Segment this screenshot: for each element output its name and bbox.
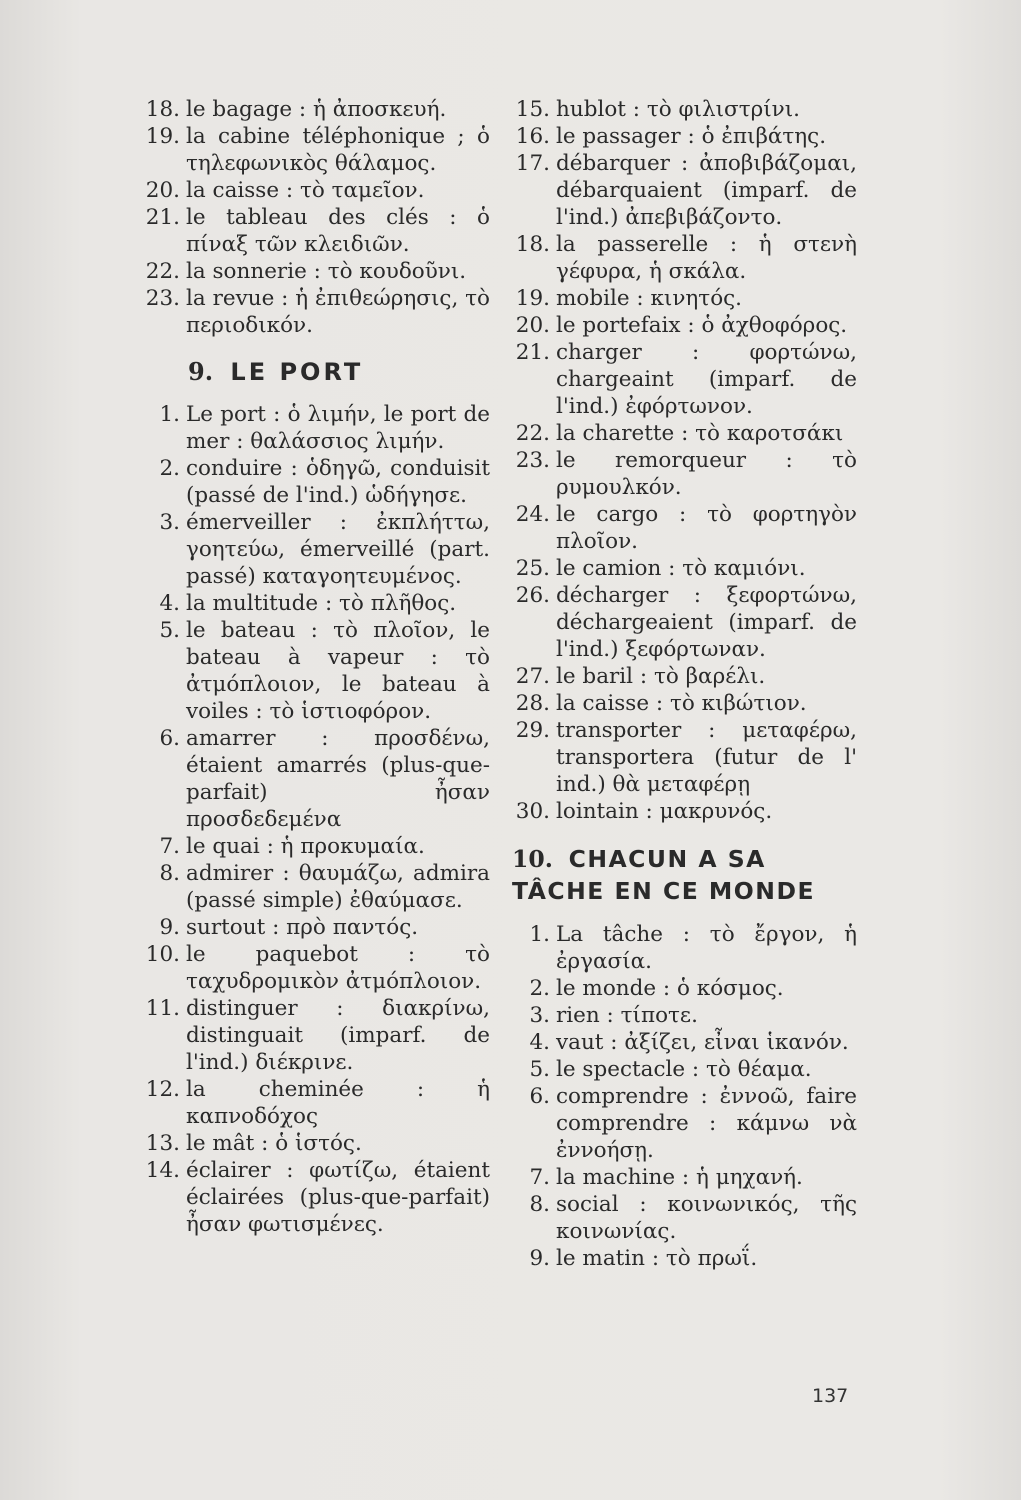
entry-number: 7.	[529, 1165, 550, 1190]
entry-text: le camion : τὸ καμιόνι.	[556, 556, 806, 581]
entry-number: 6.	[159, 726, 180, 751]
entry-text: le matin : τὸ πρωΐ.	[556, 1246, 758, 1271]
left-column	[140, 96, 490, 1238]
section-heading-10	[512, 843, 857, 907]
entry-text: Le port : ὁ λιμήν, le port de mer : θαλάσσιος λιμήν.	[186, 402, 490, 454]
entry-number: 29.	[515, 718, 550, 743]
entry-text: le paquebot : τὸ ταχυδρομικὸν ἀτμόπλοιον.	[186, 942, 490, 994]
entry-text: lointain : μακρυνός.	[556, 799, 773, 824]
entry-number: 20.	[145, 178, 180, 203]
vocab-entry	[140, 1157, 490, 1238]
entry-number: 13.	[145, 1131, 180, 1156]
entry-text: conduire : ὁδηγῶ, conduisit (passé de l'ind.) ὡδήγησε.	[186, 456, 490, 508]
vocab-entry	[512, 1029, 857, 1056]
page-number: 137	[812, 1385, 849, 1407]
entry-text: la cheminée : ἡ καπνοδόχος	[186, 1077, 490, 1129]
right-column	[512, 96, 857, 1272]
vocab-entry	[140, 590, 490, 617]
vocab-entry	[512, 447, 857, 501]
vocab-entry	[512, 975, 857, 1002]
vocab-entry	[512, 420, 857, 447]
entry-number: 20.	[515, 313, 550, 338]
vocab-entry	[512, 798, 857, 825]
entry-text: le monde : ὁ κόσμος.	[556, 976, 784, 1001]
entry-text: hublot : τὸ φιλιστρίνι.	[556, 97, 801, 122]
entry-number: 14.	[145, 1158, 180, 1183]
vocab-entry	[512, 1083, 857, 1164]
entry-number: 8.	[159, 861, 180, 886]
entry-text: décharger : ξεφορτώνω, déchargeaient (imparf. de l'ind.) ξεφόρτωναν.	[556, 583, 857, 662]
entry-number: 30.	[515, 799, 550, 824]
entry-text: distinguer : διακρίνω, distinguait (imparf. de l'ind.) διέκρινε.	[186, 996, 490, 1075]
vocab-list-chacun-a-sa-tache	[512, 921, 857, 1272]
vocab-entry	[512, 285, 857, 312]
entry-number: 6.	[529, 1084, 550, 1109]
entry-number: 1.	[529, 922, 550, 947]
vocab-entry	[512, 1191, 857, 1245]
entry-number: 1.	[159, 402, 180, 427]
vocab-entry	[140, 914, 490, 941]
entry-text: la cabine téléphonique ; ὁ τηλεφωνικὸς θάλαμος.	[186, 124, 490, 176]
vocab-list-le-port	[140, 401, 490, 1238]
entry-number: 11.	[145, 996, 180, 1021]
vocab-entry	[512, 921, 857, 975]
entry-number: 3.	[159, 510, 180, 535]
entry-text: le mât : ὁ ἱστός.	[186, 1131, 362, 1156]
vocab-entry	[140, 455, 490, 509]
entry-number: 18.	[515, 232, 550, 257]
entry-text: le portefaix : ὁ ἀχθοφόρος.	[556, 313, 848, 338]
entry-number: 5.	[159, 618, 180, 643]
entry-number: 16.	[515, 124, 550, 149]
entry-text: le tableau des clés : ὁ πίναξ τῶν κλειδιῶν.	[186, 205, 490, 257]
entry-number: 10.	[145, 942, 180, 967]
entry-text: le spectacle : τὸ θέαμα.	[556, 1057, 812, 1082]
vocab-entry	[140, 725, 490, 833]
entry-text: admirer : θαυμάζω, admira (passé simple) ἐθαύμασε.	[186, 861, 490, 913]
entry-text: la multitude : τὸ πλῆθος.	[186, 591, 457, 616]
vocab-entry	[140, 860, 490, 914]
vocab-entry	[140, 204, 490, 258]
vocab-entry	[512, 150, 857, 231]
entry-number: 9.	[159, 915, 180, 940]
entry-text: le baril : τὸ βαρέλι.	[556, 664, 766, 689]
vocab-entry	[512, 231, 857, 285]
entry-text: la machine : ἡ μηχανή.	[556, 1165, 803, 1190]
vocab-entry	[140, 177, 490, 204]
vocab-entry	[140, 941, 490, 995]
vocab-entry	[140, 285, 490, 339]
section-number: 9.	[188, 357, 214, 386]
entry-text: le bagage : ἡ ἀποσκευή.	[186, 97, 447, 122]
entry-number: 8.	[529, 1192, 550, 1217]
entry-number: 28.	[515, 691, 550, 716]
vocab-entry	[140, 509, 490, 590]
section-heading-9	[140, 357, 490, 387]
vocab-list-part-c	[512, 96, 857, 825]
vocab-entry	[512, 582, 857, 663]
entry-number: 19.	[145, 124, 180, 149]
entry-number: 5.	[529, 1057, 550, 1082]
entry-number: 9.	[529, 1246, 550, 1271]
entry-text: le quai : ἡ προκυμαία.	[186, 834, 425, 859]
vocab-entry	[140, 995, 490, 1076]
entry-number: 25.	[515, 556, 550, 581]
entry-number: 22.	[145, 259, 180, 284]
section-title: CHACUN A SA TÂCHE EN CE MONDE	[512, 845, 816, 905]
entry-text: le cargo : τὸ φορτηγὸν πλοῖον.	[556, 502, 857, 554]
entry-number: 4.	[529, 1030, 550, 1055]
entry-number: 2.	[529, 976, 550, 1001]
entry-text: émerveiller : ἐκπλήττω, γοητεύω, émerveillé (part. passé) καταγοητευμένος.	[186, 510, 490, 589]
vocab-entry	[140, 96, 490, 123]
entry-number: 21.	[515, 340, 550, 365]
vocab-entry	[512, 1164, 857, 1191]
entry-text: comprendre : ἐννοῶ, faire comprendre : κάμνω νὰ ἐννοήσῃ.	[556, 1084, 857, 1163]
vocab-entry	[512, 1056, 857, 1083]
entry-text: le passager : ὁ ἐπιβάτης.	[556, 124, 827, 149]
vocab-entry	[140, 833, 490, 860]
entry-text: La tâche : τὸ ἔργον, ἡ ἐργασία.	[556, 922, 857, 974]
entry-number: 23.	[515, 448, 550, 473]
entry-text: la sonnerie : τὸ κουδοῦνι.	[186, 259, 467, 284]
vocab-entry	[512, 96, 857, 123]
entry-number: 21.	[145, 205, 180, 230]
entry-number: 27.	[515, 664, 550, 689]
entry-text: débarquer : ἀποβιβάζομαι, débarquaient (imparf. de l'ind.) ἀπεβιβάζοντο.	[556, 151, 857, 230]
entry-number: 19.	[515, 286, 550, 311]
entry-number: 12.	[145, 1077, 180, 1102]
entry-text: vaut : ἀξίζει, εἶναι ἱκανόν.	[556, 1030, 849, 1055]
vocab-entry	[512, 339, 857, 420]
vocab-entry	[512, 1245, 857, 1272]
entry-text: rien : τίποτε.	[556, 1003, 698, 1028]
vocab-entry	[140, 401, 490, 455]
vocab-entry	[140, 1130, 490, 1157]
entry-text: la charette : τὸ καροτσάκι	[556, 421, 844, 446]
entry-text: le remorqueur : τὸ ρυμουλκόν.	[556, 448, 857, 500]
entry-number: 23.	[145, 286, 180, 311]
vocab-entry	[140, 1076, 490, 1130]
entry-text: surtout : πρὸ παντός.	[186, 915, 419, 940]
vocab-entry	[512, 1002, 857, 1029]
entry-text: social : κοινωνικός, τῆς κοινωνίας.	[556, 1192, 857, 1244]
entry-number: 22.	[515, 421, 550, 446]
vocab-entry	[512, 690, 857, 717]
vocab-entry	[140, 258, 490, 285]
entry-number: 3.	[529, 1003, 550, 1028]
entry-text: la caisse : τὸ κιβώτιον.	[556, 691, 807, 716]
entry-text: la passerelle : ἡ στενὴ γέφυρα, ἡ σκάλα.	[556, 232, 857, 284]
vocab-entry	[512, 663, 857, 690]
entry-text: la revue : ἡ ἐπιθεώρησις, τὸ περιοδικόν.	[186, 286, 490, 338]
entry-text: le bateau : τὸ πλοῖον, le bateau à vapeur : τὸ ἀτμόπλοιον, le bateau à voiles : τὸ ἱστιοφόρον.	[186, 618, 490, 724]
entry-text: charger : φορτώνω, chargeaint (imparf. de l'ind.) ἐφόρτωνον.	[556, 340, 857, 419]
vocab-list-part-a	[140, 96, 490, 339]
vocab-entry	[512, 312, 857, 339]
vocab-entry	[512, 501, 857, 555]
entry-number: 24.	[515, 502, 550, 527]
entry-number: 2.	[159, 456, 180, 481]
section-title: LE PORT	[230, 358, 364, 386]
vocab-entry	[512, 717, 857, 798]
entry-number: 7.	[159, 834, 180, 859]
vocab-entry	[512, 123, 857, 150]
entry-text: amarrer : προσδένω, étaient amarrés (plus-que-parfait) ἦσαν προσδεδεμένα	[186, 726, 490, 832]
entry-text: éclairer : φωτίζω, étaient éclairées (plus-que-parfait) ἦσαν φωτισμένες.	[186, 1158, 490, 1237]
entry-text: mobile : κινητός.	[556, 286, 743, 311]
entry-number: 15.	[515, 97, 550, 122]
vocab-entry	[140, 617, 490, 725]
entry-number: 26.	[515, 583, 550, 608]
vocab-entry	[140, 123, 490, 177]
entry-number: 4.	[159, 591, 180, 616]
vocab-entry	[512, 555, 857, 582]
entry-number: 17.	[515, 151, 550, 176]
entry-text: la caisse : τὸ ταμεῖον.	[186, 178, 425, 203]
entry-number: 18.	[145, 97, 180, 122]
entry-text: transporter : μεταφέρω, transportera (futur de l' ind.) θὰ μεταφέρῃ	[556, 718, 857, 797]
section-number: 10.	[512, 845, 553, 873]
